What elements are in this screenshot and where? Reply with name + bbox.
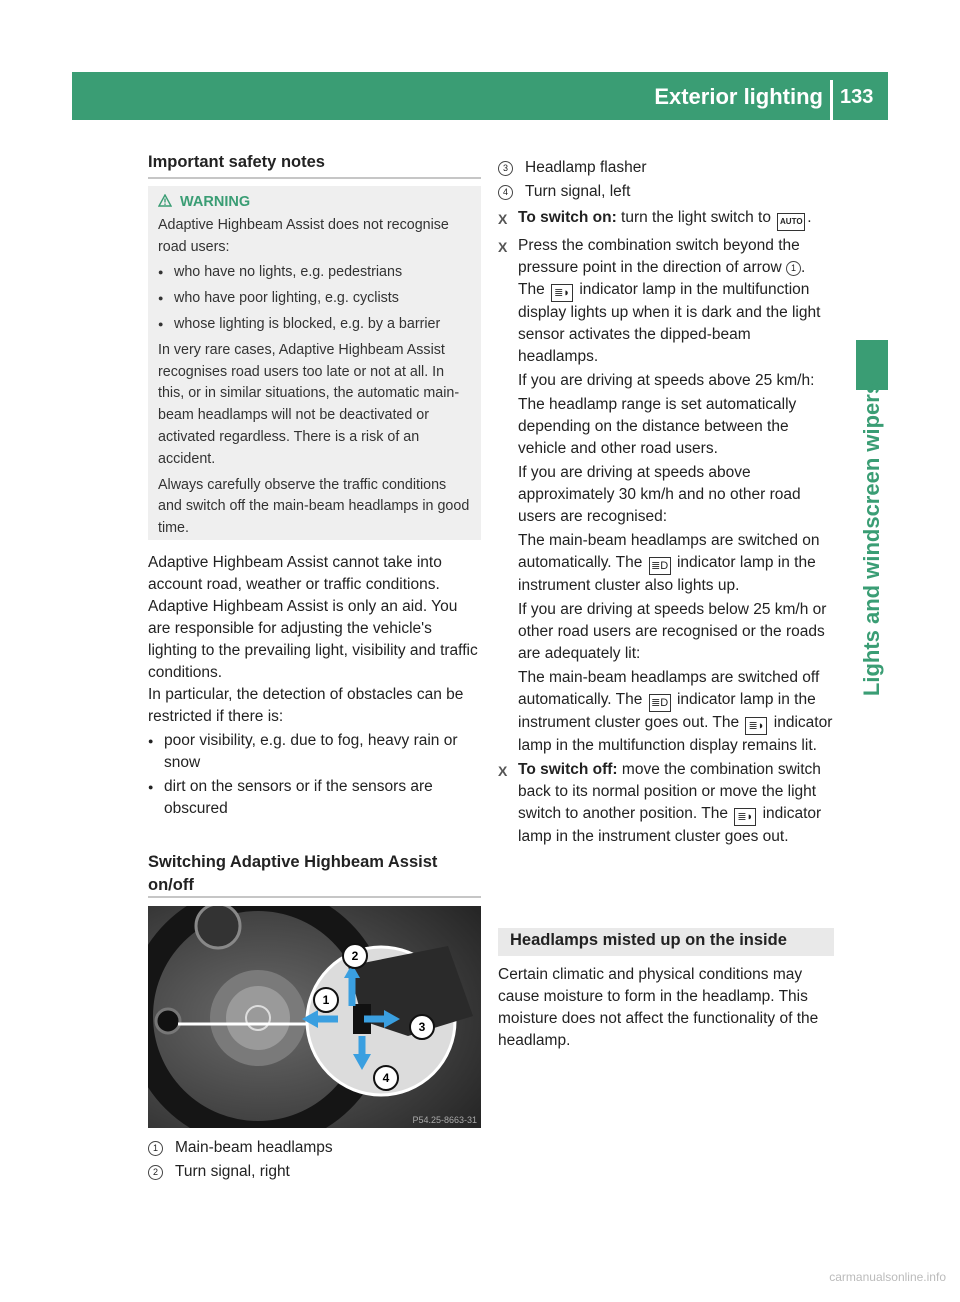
heading-rule: [148, 177, 481, 179]
body-paragraph: Certain climatic and physical conditions may cause moisture to form in the headlamp. This moisture does not affect the functionality of the headlamp.: [498, 966, 819, 1049]
instruction-step: X To switch on: turn the light switch to AUTO .: [498, 207, 834, 231]
body-paragraph: The main-beam headlamps are switched on automatically. The ≣D indicator lamp in the instrument cluster also lights up.: [518, 532, 820, 594]
warning-bullet: ● who have no lights, e.g. pedestrians: [158, 264, 403, 281]
heading-rule: [148, 896, 481, 898]
body-paragraph: The main-beam headlamps are switched off automatically. The ≣D indicator lamp in the instrument cluster goes out. The ≣◗ indicator lamp in the multifunction display remains lit.: [518, 669, 833, 754]
body-paragraph: Adaptive Highbeam Assist cannot take into account road, weather or traffic conditions. Adaptive Highbeam Assist is only an aid. You are responsible for adjusting the vehicle's lighting to the prevailing light, visibility and traffic conditions.: [148, 554, 478, 681]
warning-label: WARNING: [180, 194, 251, 210]
callout-3: 3: [418, 1020, 426, 1034]
photo-code: P54.25-8663-31: [412, 1115, 477, 1125]
body-paragraph: The headlamp range is set automatically depending on the distance between the vehicle and other road users.: [518, 396, 797, 457]
main-beam-icon: ≣D: [649, 557, 671, 575]
adaptive-highbeam-icon: ≣◗: [745, 717, 767, 735]
legend-item: 4 Turn signal, left: [498, 181, 834, 203]
adaptive-highbeam-icon: ≣◗: [551, 284, 573, 302]
adaptive-highbeam-icon: ≣◗: [734, 808, 756, 826]
warning-paragraph: In very rare cases, Adaptive Highbeam Assist recognises road users too late or not at all. In this, or in similar situations, the automatic main-beam headlamps will not be deactivated or activated regardless. There is a risk of an accident.: [158, 341, 460, 467]
instruction-step: X To switch off: move the combination switch back to its normal position or move the light switch to another position. The ≣◗ indicator lamp in the instrument cluster goes out.: [498, 761, 822, 845]
main-beam-icon: ≣D: [649, 694, 671, 712]
warning-box: [148, 186, 481, 540]
misted-heading-box: [498, 928, 834, 956]
page-number: 133: [840, 86, 874, 108]
body-paragraph: If you are driving at speeds above approximately 30 km/h and no other road users are recognised:: [518, 464, 801, 525]
callout-4: 4: [382, 1071, 390, 1085]
warning-bullet: ● whose lighting is blocked, e.g. by a barrier: [158, 315, 441, 332]
watermark: carmanualsonline.info: [829, 1270, 946, 1284]
body-paragraph: If you are driving at speeds below 25 km/h or other road users are recognised or the roads are adequately lit:: [518, 601, 827, 662]
list-item: ● poor visibility, e.g. due to fog, heavy rain or snow: [148, 732, 458, 771]
auto-symbol: AUTO: [777, 213, 805, 231]
legend-item: 2 Turn signal, right: [148, 1161, 481, 1183]
instruction-step: X Press the combination switch beyond the pressure point in the direction of arrow 1 . The ≣◗ indicator lamp in the multifunction display lights up when it is dark and the light sensor activates the dipped-beam headlamps.: [498, 237, 821, 365]
safety-heading: Important safety notes: [148, 153, 325, 171]
warning-icon: [158, 194, 180, 210]
legend-item: 1 Main-beam headlamps: [148, 1137, 481, 1159]
section-title: Exterior lighting: [654, 84, 823, 109]
body-paragraph: If you are driving at speeds above 25 km/h:: [518, 372, 815, 389]
misted-heading: Headlamps misted up on the inside: [510, 931, 787, 949]
switch-heading: Switching Adaptive Highbeam Assist on/off: [148, 853, 438, 894]
header-divider: [830, 80, 833, 120]
body-paragraph: In particular, the detection of obstacles can be restricted if there is:: [148, 686, 464, 725]
warning-bullet: ● who have poor lighting, e.g. cyclists: [158, 290, 399, 307]
warning-paragraph: Always carefully observe the traffic conditions and switch off the main-beam headlamps in good time.: [158, 476, 470, 537]
warning-title: [158, 192, 474, 214]
steering-wheel-photo: [148, 906, 481, 1128]
chapter-tab-label: Lights and windscreen wipers: [859, 381, 884, 697]
warning-intro: Adaptive Highbeam Assist does not recognise road users:: [158, 216, 449, 255]
list-item: ● dirt on the sensors or if the sensors are obscured: [148, 778, 433, 817]
callout-1: 1: [322, 993, 330, 1007]
chapter-tab: [856, 381, 888, 697]
callout-2: 2: [351, 949, 359, 963]
legend-item: 3 Headlamp flasher: [498, 157, 834, 179]
